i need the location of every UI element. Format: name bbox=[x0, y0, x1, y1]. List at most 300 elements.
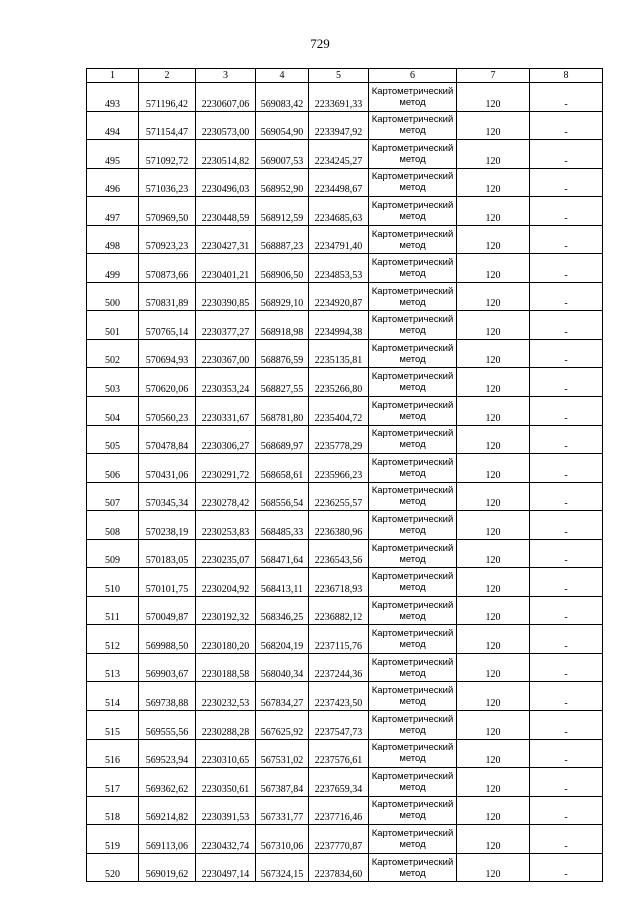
value-cell: - bbox=[530, 225, 603, 254]
method-line-1: Картометрический bbox=[371, 770, 454, 782]
coordinate-cell: 568689,97 bbox=[256, 425, 309, 454]
table-row bbox=[87, 368, 603, 397]
value-cell: - bbox=[530, 397, 603, 426]
coordinate-cell: 568912,59 bbox=[256, 197, 309, 226]
point-number-cell: 496 bbox=[87, 168, 139, 197]
method-line-1: Картометрический bbox=[371, 599, 454, 611]
method-line-2: метод bbox=[399, 210, 426, 222]
method-line-1: Картометрический bbox=[371, 571, 454, 583]
coordinate-cell: 570183,05 bbox=[139, 539, 196, 568]
method-line-2: метод bbox=[399, 125, 426, 137]
table-row bbox=[87, 682, 603, 711]
coordinate-cell: 571154,47 bbox=[139, 111, 196, 140]
value-cell: 120 bbox=[457, 425, 530, 454]
table-row bbox=[87, 482, 603, 511]
coordinate-cell: 570478,84 bbox=[139, 425, 196, 454]
point-number-cell: 514 bbox=[87, 682, 139, 711]
coordinate-cell: 569214,82 bbox=[139, 796, 196, 825]
method-cell bbox=[369, 140, 457, 169]
coordinate-cell: 570345,34 bbox=[139, 482, 196, 511]
coordinate-cell: 2230496,03 bbox=[196, 168, 256, 197]
coordinate-cell: 570238,19 bbox=[139, 511, 196, 540]
point-number-cell: 499 bbox=[87, 254, 139, 283]
coordinate-cell: 2230432,74 bbox=[196, 825, 256, 854]
coordinate-cell: 2230401,21 bbox=[196, 254, 256, 283]
column-header: 5 bbox=[309, 69, 369, 83]
method-line-2: метод bbox=[399, 96, 426, 108]
method-line-2: метод bbox=[399, 867, 426, 879]
value-cell: 120 bbox=[457, 625, 530, 654]
method-cell bbox=[369, 596, 457, 625]
value-cell: - bbox=[530, 653, 603, 682]
coordinate-cell: 568781,80 bbox=[256, 397, 309, 426]
table-row bbox=[87, 282, 603, 311]
coordinate-cell: 567387,84 bbox=[256, 768, 309, 797]
coordinate-cell: 2230278,42 bbox=[196, 482, 256, 511]
coordinate-cell: 2230188,58 bbox=[196, 653, 256, 682]
value-cell: - bbox=[530, 368, 603, 397]
coordinate-cell: 2233947,92 bbox=[309, 111, 369, 140]
method-cell bbox=[369, 254, 457, 283]
coordinate-cell: 569738,88 bbox=[139, 682, 196, 711]
method-cell bbox=[369, 311, 457, 340]
coordinate-cell: 2237659,34 bbox=[309, 768, 369, 797]
value-cell: 120 bbox=[457, 482, 530, 511]
coordinate-cell: 2235778,29 bbox=[309, 425, 369, 454]
value-cell: - bbox=[530, 853, 603, 882]
value-cell: 120 bbox=[457, 339, 530, 368]
table-row bbox=[87, 339, 603, 368]
coordinate-cell: 569903,67 bbox=[139, 653, 196, 682]
point-number-cell: 516 bbox=[87, 739, 139, 768]
coordinate-cell: 2230288,28 bbox=[196, 711, 256, 740]
coordinate-cell: 568929,10 bbox=[256, 282, 309, 311]
method-cell bbox=[369, 511, 457, 540]
coordinate-cell: 568471,64 bbox=[256, 539, 309, 568]
coordinate-cell: 570969,50 bbox=[139, 197, 196, 226]
method-cell bbox=[369, 197, 457, 226]
point-number-cell: 500 bbox=[87, 282, 139, 311]
point-number-cell: 515 bbox=[87, 711, 139, 740]
column-header: 7 bbox=[457, 69, 530, 83]
header-row bbox=[87, 69, 603, 83]
coordinate-cell: 2230377,27 bbox=[196, 311, 256, 340]
coordinate-cell: 2236255,57 bbox=[309, 482, 369, 511]
coordinate-cell: 567625,92 bbox=[256, 711, 309, 740]
coordinate-cell: 571036,23 bbox=[139, 168, 196, 197]
value-cell: - bbox=[530, 511, 603, 540]
coordinate-cell: 2230367,00 bbox=[196, 339, 256, 368]
point-number-cell: 519 bbox=[87, 825, 139, 854]
method-line-1: Картометрический bbox=[371, 685, 454, 697]
value-cell: 120 bbox=[457, 282, 530, 311]
method-line-2: метод bbox=[399, 724, 426, 736]
value-cell: - bbox=[530, 282, 603, 311]
method-cell bbox=[369, 339, 457, 368]
table-row bbox=[87, 83, 603, 112]
point-number-cell: 513 bbox=[87, 653, 139, 682]
method-line-1: Картометрический bbox=[371, 371, 454, 383]
value-cell: - bbox=[530, 539, 603, 568]
table-row bbox=[87, 653, 603, 682]
coordinate-cell: 2235135,81 bbox=[309, 339, 369, 368]
coordinate-cell: 2230235,07 bbox=[196, 539, 256, 568]
coordinate-cell: 569019,62 bbox=[139, 853, 196, 882]
method-line-2: метод bbox=[399, 696, 426, 708]
point-number-cell: 511 bbox=[87, 596, 139, 625]
point-number-cell: 505 bbox=[87, 425, 139, 454]
table-row bbox=[87, 111, 603, 140]
point-number-cell: 498 bbox=[87, 225, 139, 254]
coordinate-cell: 570923,23 bbox=[139, 225, 196, 254]
coordinates-table bbox=[86, 68, 603, 882]
method-cell bbox=[369, 568, 457, 597]
value-cell: - bbox=[530, 625, 603, 654]
method-line-1: Картометрический bbox=[371, 542, 454, 554]
coordinate-cell: 570101,75 bbox=[139, 568, 196, 597]
method-line-1: Картометрический bbox=[371, 85, 454, 97]
method-cell bbox=[369, 83, 457, 112]
method-cell bbox=[369, 768, 457, 797]
method-line-1: Картометрический bbox=[371, 257, 454, 269]
method-cell bbox=[369, 653, 457, 682]
method-line-2: метод bbox=[399, 182, 426, 194]
method-line-1: Картометрический bbox=[371, 428, 454, 440]
coordinate-cell: 2230350,61 bbox=[196, 768, 256, 797]
method-line-2: метод bbox=[399, 810, 426, 822]
method-line-1: Картометрический bbox=[371, 742, 454, 754]
method-line-1: Картометрический bbox=[371, 713, 454, 725]
value-cell: - bbox=[530, 796, 603, 825]
method-line-1: Картометрический bbox=[371, 827, 454, 839]
coordinate-cell: 2234685,63 bbox=[309, 197, 369, 226]
point-number-cell: 506 bbox=[87, 454, 139, 483]
method-line-1: Картометрический bbox=[371, 856, 454, 868]
value-cell: - bbox=[530, 482, 603, 511]
method-line-2: метод bbox=[399, 781, 426, 793]
value-cell: 120 bbox=[457, 311, 530, 340]
coordinate-cell: 567834,27 bbox=[256, 682, 309, 711]
method-line-1: Картометрический bbox=[371, 228, 454, 240]
coordinate-cell: 569113,06 bbox=[139, 825, 196, 854]
coordinate-cell: 2234245,27 bbox=[309, 140, 369, 169]
method-cell bbox=[369, 425, 457, 454]
column-header: 3 bbox=[196, 69, 256, 83]
coordinate-cell: 2235966,23 bbox=[309, 454, 369, 483]
coordinate-cell: 570831,89 bbox=[139, 282, 196, 311]
value-cell: - bbox=[530, 454, 603, 483]
point-number-cell: 501 bbox=[87, 311, 139, 340]
method-line-1: Картометрический bbox=[371, 342, 454, 354]
coordinate-cell: 2230180,20 bbox=[196, 625, 256, 654]
method-line-2: метод bbox=[399, 667, 426, 679]
point-number-cell: 508 bbox=[87, 511, 139, 540]
table-body bbox=[87, 83, 603, 882]
method-line-1: Картометрический bbox=[371, 285, 454, 297]
coordinate-cell: 2234853,53 bbox=[309, 254, 369, 283]
coordinate-cell: 2235404,72 bbox=[309, 397, 369, 426]
coordinate-cell: 570431,06 bbox=[139, 454, 196, 483]
table-row bbox=[87, 768, 603, 797]
method-cell bbox=[369, 482, 457, 511]
method-line-1: Картометрический bbox=[371, 314, 454, 326]
value-cell: 120 bbox=[457, 768, 530, 797]
table-row bbox=[87, 796, 603, 825]
coordinate-cell: 568485,33 bbox=[256, 511, 309, 540]
value-cell: - bbox=[530, 254, 603, 283]
coordinate-cell: 2237834,60 bbox=[309, 853, 369, 882]
method-line-1: Картометрический bbox=[371, 656, 454, 668]
column-header: 4 bbox=[256, 69, 309, 83]
method-cell bbox=[369, 796, 457, 825]
method-line-2: метод bbox=[399, 838, 426, 850]
method-cell bbox=[369, 225, 457, 254]
point-number-cell: 509 bbox=[87, 539, 139, 568]
point-number-cell: 502 bbox=[87, 339, 139, 368]
method-cell bbox=[369, 682, 457, 711]
value-cell: - bbox=[530, 311, 603, 340]
coordinate-cell: 2230497,14 bbox=[196, 853, 256, 882]
method-line-2: метод bbox=[399, 467, 426, 479]
method-cell bbox=[369, 853, 457, 882]
value-cell: 120 bbox=[457, 539, 530, 568]
table-row bbox=[87, 539, 603, 568]
point-number-cell: 497 bbox=[87, 197, 139, 226]
coordinate-cell: 2234791,40 bbox=[309, 225, 369, 254]
coordinate-cell: 2230291,72 bbox=[196, 454, 256, 483]
coordinate-cell: 568952,90 bbox=[256, 168, 309, 197]
method-line-2: метод bbox=[399, 382, 426, 394]
value-cell: 120 bbox=[457, 111, 530, 140]
table-row bbox=[87, 311, 603, 340]
coordinate-cell: 568413,11 bbox=[256, 568, 309, 597]
value-cell: - bbox=[530, 111, 603, 140]
method-line-2: метод bbox=[399, 496, 426, 508]
value-cell: 120 bbox=[457, 511, 530, 540]
table-row bbox=[87, 254, 603, 283]
table-row bbox=[87, 825, 603, 854]
value-cell: - bbox=[530, 568, 603, 597]
point-number-cell: 503 bbox=[87, 368, 139, 397]
method-line-2: метод bbox=[399, 553, 426, 565]
coordinate-cell: 2234920,87 bbox=[309, 282, 369, 311]
value-cell: 120 bbox=[457, 682, 530, 711]
method-line-2: метод bbox=[399, 639, 426, 651]
method-line-1: Картометрический bbox=[371, 485, 454, 497]
method-line-1: Картометрический bbox=[371, 456, 454, 468]
point-number-cell: 494 bbox=[87, 111, 139, 140]
column-header: 6 bbox=[369, 69, 457, 83]
value-cell: 120 bbox=[457, 568, 530, 597]
method-cell bbox=[369, 168, 457, 197]
method-line-2: метод bbox=[399, 239, 426, 251]
method-cell bbox=[369, 711, 457, 740]
method-line-2: метод bbox=[399, 296, 426, 308]
coordinate-cell: 568876,59 bbox=[256, 339, 309, 368]
coordinate-cell: 567324,15 bbox=[256, 853, 309, 882]
coordinate-cell: 567310,06 bbox=[256, 825, 309, 854]
coordinate-cell: 569083,42 bbox=[256, 83, 309, 112]
coordinate-cell: 2237115,76 bbox=[309, 625, 369, 654]
coordinate-cell: 2233691,33 bbox=[309, 83, 369, 112]
coordinate-cell: 569555,56 bbox=[139, 711, 196, 740]
coordinate-cell: 2234994,38 bbox=[309, 311, 369, 340]
coordinate-cell: 569054,90 bbox=[256, 111, 309, 140]
coordinate-cell: 568918,98 bbox=[256, 311, 309, 340]
coordinate-cell: 570765,14 bbox=[139, 311, 196, 340]
coordinate-cell: 2236882,12 bbox=[309, 596, 369, 625]
coordinate-cell: 2234498,67 bbox=[309, 168, 369, 197]
method-line-2: метод bbox=[399, 524, 426, 536]
table-row bbox=[87, 397, 603, 426]
point-number-cell: 504 bbox=[87, 397, 139, 426]
method-line-2: метод bbox=[399, 353, 426, 365]
coordinate-cell: 568887,23 bbox=[256, 225, 309, 254]
value-cell: 120 bbox=[457, 397, 530, 426]
point-number-cell: 520 bbox=[87, 853, 139, 882]
column-header: 1 bbox=[87, 69, 139, 83]
table-row bbox=[87, 425, 603, 454]
method-cell bbox=[369, 539, 457, 568]
method-line-1: Картометрический bbox=[371, 114, 454, 126]
coordinate-cell: 2237547,73 bbox=[309, 711, 369, 740]
coordinate-cell: 570694,93 bbox=[139, 339, 196, 368]
coordinate-cell: 570049,87 bbox=[139, 596, 196, 625]
table-row bbox=[87, 596, 603, 625]
value-cell: 120 bbox=[457, 825, 530, 854]
method-cell bbox=[369, 368, 457, 397]
method-line-2: метод bbox=[399, 410, 426, 422]
coordinate-cell: 2230310,65 bbox=[196, 739, 256, 768]
coordinate-cell: 568556,54 bbox=[256, 482, 309, 511]
value-cell: - bbox=[530, 768, 603, 797]
method-line-1: Картометрический bbox=[371, 799, 454, 811]
coordinate-cell: 2230353,24 bbox=[196, 368, 256, 397]
table-row bbox=[87, 511, 603, 540]
method-line-1: Картометрический bbox=[371, 142, 454, 154]
coordinate-cell: 570873,66 bbox=[139, 254, 196, 283]
coordinate-cell: 2230204,92 bbox=[196, 568, 256, 597]
coordinate-cell: 567331,77 bbox=[256, 796, 309, 825]
value-cell: - bbox=[530, 825, 603, 854]
value-cell: - bbox=[530, 168, 603, 197]
method-line-1: Картометрический bbox=[371, 628, 454, 640]
coordinate-cell: 571196,42 bbox=[139, 83, 196, 112]
value-cell: - bbox=[530, 596, 603, 625]
table-row bbox=[87, 568, 603, 597]
coordinate-cell: 2230232,53 bbox=[196, 682, 256, 711]
coordinate-cell: 2237716,46 bbox=[309, 796, 369, 825]
method-line-2: метод bbox=[399, 610, 426, 622]
method-line-2: метод bbox=[399, 268, 426, 280]
coordinate-cell: 568827,55 bbox=[256, 368, 309, 397]
table-row bbox=[87, 225, 603, 254]
point-number-cell: 512 bbox=[87, 625, 139, 654]
coordinate-cell: 2230331,67 bbox=[196, 397, 256, 426]
value-cell: - bbox=[530, 140, 603, 169]
page-number: 729 bbox=[310, 36, 330, 51]
method-line-2: метод bbox=[399, 753, 426, 765]
value-cell: 120 bbox=[457, 454, 530, 483]
method-cell bbox=[369, 739, 457, 768]
coordinate-cell: 568346,25 bbox=[256, 596, 309, 625]
coordinate-cell: 2237423,50 bbox=[309, 682, 369, 711]
method-line-1: Картометрический bbox=[371, 513, 454, 525]
coordinate-cell: 2237770,87 bbox=[309, 825, 369, 854]
coordinate-cell: 2230427,31 bbox=[196, 225, 256, 254]
coordinate-cell: 568040,34 bbox=[256, 653, 309, 682]
value-cell: 120 bbox=[457, 140, 530, 169]
coordinate-cell: 2230391,53 bbox=[196, 796, 256, 825]
value-cell: 120 bbox=[457, 653, 530, 682]
coordinate-cell: 570560,23 bbox=[139, 397, 196, 426]
value-cell: 120 bbox=[457, 368, 530, 397]
method-line-1: Картометрический bbox=[371, 399, 454, 411]
point-number-cell: 510 bbox=[87, 568, 139, 597]
coordinate-cell: 2236380,96 bbox=[309, 511, 369, 540]
value-cell: - bbox=[530, 83, 603, 112]
value-cell: 120 bbox=[457, 853, 530, 882]
coordinate-cell: 2230514,82 bbox=[196, 140, 256, 169]
table-row bbox=[87, 625, 603, 654]
table-row bbox=[87, 853, 603, 882]
coordinate-cell: 2235266,80 bbox=[309, 368, 369, 397]
column-header: 2 bbox=[139, 69, 196, 83]
point-number-cell: 507 bbox=[87, 482, 139, 511]
coordinate-cell: 2236543,56 bbox=[309, 539, 369, 568]
table-row bbox=[87, 711, 603, 740]
point-number-cell: 495 bbox=[87, 140, 139, 169]
coordinate-cell: 2230390,85 bbox=[196, 282, 256, 311]
coordinate-cell: 569523,94 bbox=[139, 739, 196, 768]
coordinate-cell: 569007,53 bbox=[256, 140, 309, 169]
coordinate-cell: 2230253,83 bbox=[196, 511, 256, 540]
method-line-2: метод bbox=[399, 582, 426, 594]
value-cell: 120 bbox=[457, 168, 530, 197]
method-line-1: Картометрический bbox=[371, 171, 454, 183]
coordinate-cell: 2236718,93 bbox=[309, 568, 369, 597]
method-cell bbox=[369, 282, 457, 311]
coordinate-cell: 568204,19 bbox=[256, 625, 309, 654]
value-cell: 120 bbox=[457, 83, 530, 112]
coordinate-cell: 569362,62 bbox=[139, 768, 196, 797]
value-cell: - bbox=[530, 425, 603, 454]
coordinate-cell: 2230607,06 bbox=[196, 83, 256, 112]
coordinate-cell: 569988,50 bbox=[139, 625, 196, 654]
coordinate-cell: 568906,50 bbox=[256, 254, 309, 283]
point-number-cell: 517 bbox=[87, 768, 139, 797]
value-cell: - bbox=[530, 682, 603, 711]
point-number-cell: 493 bbox=[87, 83, 139, 112]
method-line-2: метод bbox=[399, 153, 426, 165]
method-cell bbox=[369, 625, 457, 654]
table-row bbox=[87, 140, 603, 169]
method-cell bbox=[369, 825, 457, 854]
point-number-cell: 518 bbox=[87, 796, 139, 825]
coordinate-cell: 2230306,27 bbox=[196, 425, 256, 454]
method-cell bbox=[369, 454, 457, 483]
coordinate-cell: 2230448,59 bbox=[196, 197, 256, 226]
column-header: 8 bbox=[530, 69, 603, 83]
coordinate-cell: 568658,61 bbox=[256, 454, 309, 483]
value-cell: 120 bbox=[457, 711, 530, 740]
coordinate-cell: 567531,02 bbox=[256, 739, 309, 768]
value-cell: 120 bbox=[457, 197, 530, 226]
method-cell bbox=[369, 111, 457, 140]
table-row bbox=[87, 454, 603, 483]
table-row bbox=[87, 739, 603, 768]
table-row bbox=[87, 197, 603, 226]
